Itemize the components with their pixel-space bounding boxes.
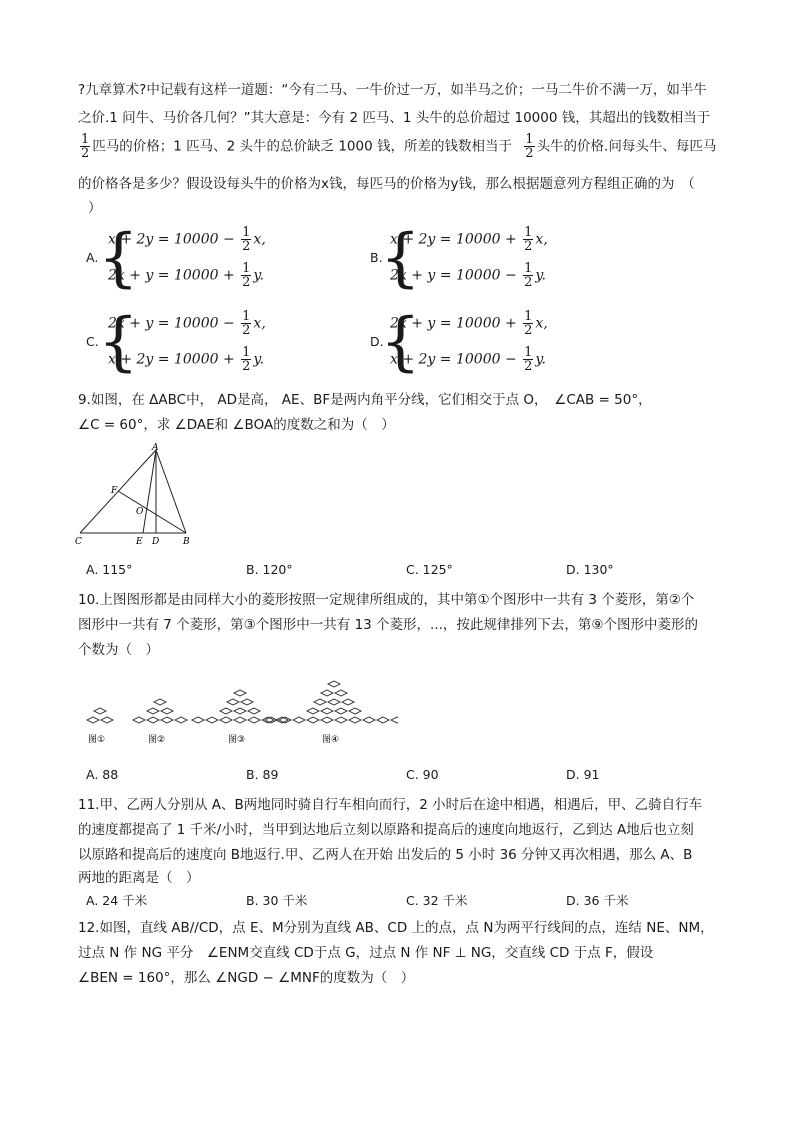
side-ab	[156, 450, 186, 533]
rhombus-shape	[307, 717, 319, 723]
q9-choice-a[interactable]: A. 115°	[86, 562, 133, 577]
rhombus-shape	[234, 717, 246, 723]
rhombus-shape	[87, 717, 99, 723]
rhombus-shape	[248, 717, 260, 723]
rhombus-group	[133, 699, 187, 723]
rhombus-shape	[248, 708, 260, 714]
rhombus-shape	[314, 699, 326, 705]
q10-choice-c[interactable]: C. 90	[406, 767, 439, 782]
fraction-half: $\frac{1}{2}$	[525, 132, 534, 161]
equation-2: x + 2y = 10000 + $\frac{1}{2}$ y.	[108, 345, 264, 374]
q11-choice-c[interactable]: C. 32 千米	[406, 893, 468, 908]
q10-choice-a[interactable]: A. 88	[86, 767, 119, 782]
rhombus-shape	[147, 717, 159, 723]
rhombus-shape	[349, 717, 361, 723]
exam-page: ?九章算术?中记载有这样一道题：“今有二马、一牛价过一万，如半马之价；一马二牛价不满一万，如半牛 之价.1 问牛、马价各几何？”其大意是：今有 2 匹马、1 头牛的总价超过 10000 钱，其超出的钱数相当于 $\frac{1}{2}$ 匹马的价格；1 匹马、2 头牛的总价缺乏 1000 钱，所差的钱数相当于 $\frac{1}{2}$ 头牛的价格.问每头牛、每匹马 的价格各是多少？假设设每头牛的价格为x钱，每匹马的价格为y钱，那么根据题意列方程组正确的为 （ ） A. { x + 2y = 10000 − $\frac{1}{2}$ x, 2x + y = 10000 + $\frac{1}{2}$ y. B. { x + 2y = 10000 + $\frac{1}{2}$ x, 2x + y = 10000 − $\frac{1}{2}$ y. C. { 2x + y = 10000 − $\frac{1}{2}$ x, x + 2y = 10000 + $\frac{1}{2}$ y. D. { 2x + y = 10000 + $\frac{1}{2}$ x, x + 2y = 10000 − $\frac{1}{2}$ y. 9.如图，在 ΔABC中， AD是高， AE、BF是两内角平分线，它们相交于点 O， ∠CAB = 50°， ∠C = 60°，求 ∠DAE和 ∠BOA的度数之和为（ ） A B C D E F O A. 115° B. 120° C. 125° D. 130° 10.上图图形都是由同样大小的菱形按照一定规律所组成的，其中第①个图形中一共有 3 个菱形，第②个 图形中一共有 7 个菱形，第③个图形中一共有 13 个菱形，...，按此规律排列下去，第⑨个图形中菱形的 个数为（ ） 图① 图② 图③ 图④ A. 88 B. 89 C. 90 D. 91 11.甲、乙两人分别从 A、B两地同时骑自行车相向而行，2 小时后在途中相遇，相遇后，甲、乙骑自行车 的速度都提高了 1 千米/小时，当甲到达地后立刻以原路和提高后的速度向地返行，乙到达 A地后也立刻 以原路和提高后的速度向 B地返行.甲、乙两人在开始 出发后的 5 小时 36 分钟又再次相遇，那么 A、B 两地的距离是（ ） A. 24 千米 B. 30 千米 C. 32 千米 D. 36 千米 12.如图，直线 AB//CD，点 E、M分别为直线 AB、CD 上的点，点 N为两平行线间的点，连结 NE、NM， 过点 N 作 NG 平分 ∠ENM交直线 CD于点 G，过点 N 作 NF ⊥ NG，交直线 CD 于点 F，假设 ∠BEN = 160°，那么 ∠NGD − ∠MNF的度数为（ ）	[0, 0, 794, 1123]
q8-line-2: 之价.1 问牛、马价各几何？”其大意是：今有 2 匹马、1 头牛的总价超过 10000 钱，其超出的钱数相当于	[78, 110, 711, 126]
rhombus-shape	[227, 699, 239, 705]
figure-caption: 图④	[322, 735, 340, 745]
label-o: O	[136, 507, 144, 517]
q10-line-3: 个数为（ ）	[78, 642, 159, 658]
label-f: F	[111, 486, 118, 496]
option-label: D.	[370, 334, 384, 349]
rhombus-shape	[335, 708, 347, 714]
rhombus-shape	[206, 717, 218, 723]
q10-choice-b[interactable]: B. 89	[246, 767, 279, 782]
triangle-figure	[70, 440, 200, 550]
figure-caption: 图②	[148, 735, 166, 745]
q10-choice-d[interactable]: D. 91	[566, 767, 600, 782]
option-label: A.	[86, 250, 99, 265]
rhombus-shape	[293, 717, 305, 723]
q8-line-5: ）	[88, 200, 102, 216]
rhombus-shape	[161, 708, 173, 714]
rhombus-shape	[161, 717, 173, 723]
rhombus-shape	[241, 699, 253, 705]
rhombus-shape	[94, 708, 106, 714]
q9-choice-b[interactable]: B. 120°	[246, 562, 293, 577]
rhombus-shape	[349, 708, 361, 714]
rhombus-shape	[147, 708, 159, 714]
equation-2: 2x + y = 10000 + $\frac{1}{2}$ y.	[108, 261, 264, 290]
rhombus-shape	[328, 681, 340, 687]
bisector-bf	[118, 491, 186, 533]
rhombus-shape	[321, 690, 333, 696]
rhombus-shape	[234, 708, 246, 714]
rhombus-shape	[234, 690, 246, 696]
equation-1: 2x + y = 10000 − $\frac{1}{2}$ x,	[108, 309, 266, 338]
label-d: D	[152, 537, 160, 547]
rhombus-shape	[377, 717, 389, 723]
rhombus-group	[87, 708, 113, 723]
rhombus-shape	[363, 717, 375, 723]
q11-choice-d[interactable]: D. 36 千米	[566, 893, 629, 908]
rhombus-shape	[220, 708, 232, 714]
equation-2: 2x + y = 10000 − $\frac{1}{2}$ y.	[390, 261, 546, 290]
q11-choice-b[interactable]: B. 30 千米	[246, 893, 308, 908]
rhombus-shape	[335, 690, 347, 696]
figure-caption: 图③	[228, 735, 246, 745]
equation-1: x + 2y = 10000 − $\frac{1}{2}$ x,	[108, 225, 266, 254]
q12-line-1: 12.如图，直线 AB//CD，点 E、M分别为直线 AB、CD 上的点，点 N为两平行线间的点，连结 NE、NM，	[78, 920, 714, 936]
equation-1: x + 2y = 10000 + $\frac{1}{2}$ x,	[390, 225, 548, 254]
label-c: C	[75, 537, 82, 547]
label-e: E	[136, 537, 143, 547]
rhombus-shape	[335, 717, 347, 723]
rhombus-shape	[342, 699, 354, 705]
q9-line-2: ∠C = 60°，求 ∠DAE和 ∠BOA的度数之和为（ ）	[78, 417, 395, 433]
rhombus-shape	[154, 699, 166, 705]
q9-choice-c[interactable]: C. 125°	[406, 562, 453, 577]
q9-choice-d[interactable]: D. 130°	[566, 562, 614, 577]
q8-line-4: 的价格各是多少？假设设每头牛的价格为x钱，每匹马的价格为y钱，那么根据题意列方程组正确的为 （	[78, 176, 695, 192]
q12-line-2: 过点 N 作 NG 平分 ∠ENM交直线 CD于点 G，过点 N 作 NF ⊥ NG，交直线 CD 于点 F，假设	[78, 945, 654, 961]
q8-line-1: ?九章算术?中记载有这样一道题：“今有二马、一牛价过一万，如半马之价；一马二牛价不满一万，如半牛	[78, 82, 707, 98]
q11-line-1: 11.甲、乙两人分别从 A、B两地同时骑自行车相向而行，2 小时后在途中相遇，相遇后，甲、乙骑自行车	[78, 797, 703, 813]
figure-caption: 图①	[88, 735, 106, 745]
equation-1: 2x + y = 10000 + $\frac{1}{2}$ x,	[390, 309, 548, 338]
rhombus-shape	[321, 708, 333, 714]
equation-2: x + 2y = 10000 − $\frac{1}{2}$ y.	[390, 345, 546, 374]
rhombus-shape	[328, 699, 340, 705]
q8-line-3: $\frac{1}{2}$ 匹马的价格；1 匹马、2 头牛的总价缺乏 1000 钱，所差的钱数相当于 $\frac{1}{2}$ 头牛的价格.问每头牛、每匹马	[81, 132, 717, 161]
rhombus-shape	[307, 708, 319, 714]
q9-line-1: 9.如图，在 ΔABC中， AD是高， AE、BF是两内角平分线，它们相交于点 O， ∠CAB = 50°，	[78, 392, 652, 408]
label-b: B	[183, 537, 190, 547]
q10-line-2: 图形中一共有 7 个菱形，第③个图形中一共有 13 个菱形，...，按此规律排列下去，第⑨个图形中菱形的	[78, 617, 699, 633]
rhombus-shape	[101, 717, 113, 723]
fraction-half: $\frac{1}{2}$	[81, 132, 90, 161]
rhombus-shape	[192, 717, 204, 723]
q11-line-3: 以原路和提高后的速度向 B地返行.甲、乙两人在开始 出发后的 5 小时 36 分钟又再次相遇，那么 A、B	[78, 847, 693, 863]
rhombus-shape	[133, 717, 145, 723]
label-a: A	[152, 443, 159, 453]
rhombus-shape	[220, 717, 232, 723]
rhombus-shape	[321, 717, 333, 723]
rhombus-shape	[175, 717, 187, 723]
q11-choice-a[interactable]: A. 24 千米	[86, 893, 148, 908]
option-label: C.	[86, 334, 99, 349]
q11-line-4: 两地的距离是（ ）	[78, 870, 200, 886]
rhombus-shape	[391, 717, 398, 723]
rhombus-pattern-figure	[78, 660, 398, 750]
rhombus-group	[265, 681, 398, 723]
option-label: B.	[370, 250, 383, 265]
q12-line-3: ∠BEN = 160°，那么 ∠NGD − ∠MNF的度数为（ ）	[78, 970, 415, 986]
q11-line-2: 的速度都提高了 1 千米/小时，当甲到达地后立刻以原路和提高后的速度向地返行，乙到达 A地后也立刻	[78, 822, 694, 838]
q10-line-1: 10.上图图形都是由同样大小的菱形按照一定规律所组成的，其中第①个图形中一共有 3 个菱形，第②个	[78, 592, 695, 608]
